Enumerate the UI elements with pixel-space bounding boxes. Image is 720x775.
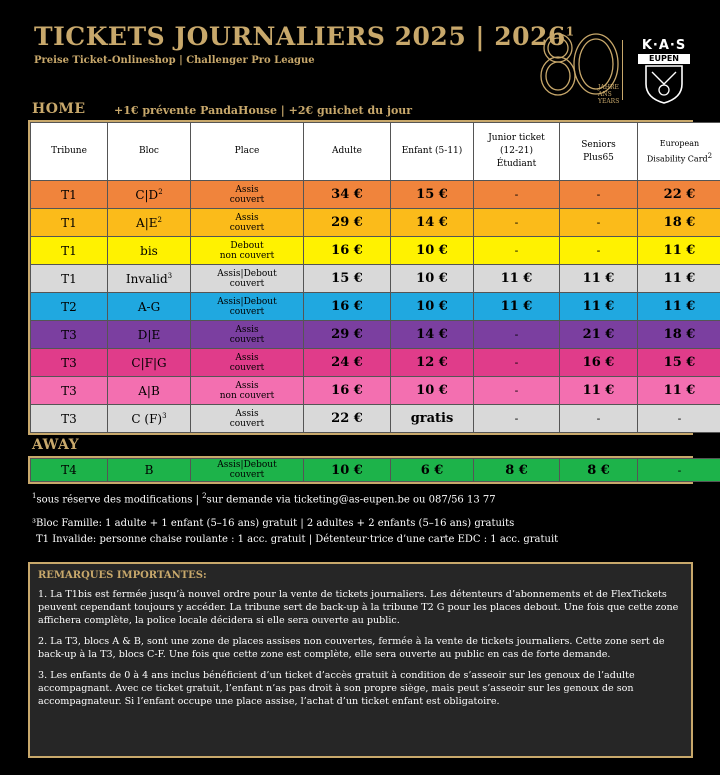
cell-enfant: 15 € bbox=[391, 181, 474, 209]
cell-place: Debout non couvert bbox=[191, 237, 304, 265]
cell-adulte: 10 € bbox=[304, 459, 391, 482]
cell-enfant: 14 € bbox=[391, 321, 474, 349]
cell-seniors: - bbox=[560, 209, 638, 237]
header-junior: Junior ticket (12-21) Étudiant bbox=[474, 123, 560, 181]
cell-bloc: bis bbox=[108, 237, 191, 265]
cell-edc: 11 € bbox=[638, 265, 720, 293]
cell-edc: 22 € bbox=[638, 181, 720, 209]
cell-tribune: T2 bbox=[31, 293, 108, 321]
cell-tribune: T3 bbox=[31, 349, 108, 377]
cell-edc: - bbox=[638, 459, 720, 482]
crest-icon bbox=[632, 64, 696, 104]
cell-place: Assis|Debout couvert bbox=[191, 293, 304, 321]
cell-bloc: B bbox=[108, 459, 191, 482]
header-enfant: Enfant (5-11) bbox=[391, 123, 474, 181]
cell-tribune: T3 bbox=[31, 405, 108, 433]
table-row bbox=[31, 377, 720, 405]
cell-edc: 11 € bbox=[638, 293, 720, 321]
away-price-table-frame bbox=[28, 456, 693, 484]
cell-adulte: 24 € bbox=[304, 349, 391, 377]
cell-seniors: 16 € bbox=[560, 349, 638, 377]
cell-junior: - bbox=[474, 405, 560, 433]
cell-edc: 18 € bbox=[638, 321, 720, 349]
cell-place: Assis couvert bbox=[191, 209, 304, 237]
cell-tribune: T1 bbox=[31, 181, 108, 209]
page-title: TICKETS JOURNALIERS 2025 | 2026$^1$ bbox=[34, 22, 575, 51]
cell-junior: - bbox=[474, 349, 560, 377]
cell-junior: - bbox=[474, 377, 560, 405]
home-price-table-frame bbox=[28, 120, 713, 435]
header-seniors: Seniors Plus65 bbox=[560, 123, 638, 181]
cell-bloc: A|B bbox=[108, 377, 191, 405]
page-subtitle: Preise Ticket-Onlineshop | Challenger Pro League bbox=[34, 55, 315, 66]
table-row bbox=[31, 293, 720, 321]
logo-years-text: JAHRE ANS YEARS bbox=[598, 84, 620, 105]
footnote-invalid: T1 Invalide: personne chaise roulante : 1 acc. gratuit | Détenteur·trice d’une carte EDC : 1 acc. gratuit bbox=[36, 534, 559, 545]
cell-edc: 15 € bbox=[638, 349, 720, 377]
cell-adulte: 29 € bbox=[304, 209, 391, 237]
cell-bloc: C|F|G bbox=[108, 349, 191, 377]
cell-edc: 11 € bbox=[638, 237, 720, 265]
cell-edc: 18 € bbox=[638, 209, 720, 237]
cell-adulte: 16 € bbox=[304, 237, 391, 265]
cell-enfant: 6 € bbox=[391, 459, 474, 482]
table-row bbox=[31, 209, 720, 237]
home-price-note: +1€ prévente PandaHouse | +2€ guichet du jour bbox=[114, 104, 413, 117]
cell-junior: 11 € bbox=[474, 265, 560, 293]
cell-seniors: 8 € bbox=[560, 459, 638, 482]
cell-seniors: 11 € bbox=[560, 377, 638, 405]
cell-enfant: 10 € bbox=[391, 265, 474, 293]
cell-place: Assis non couvert bbox=[191, 377, 304, 405]
cell-place: Assis couvert bbox=[191, 405, 304, 433]
table-row bbox=[31, 265, 720, 293]
logo-divider bbox=[622, 40, 623, 100]
cell-junior: - bbox=[474, 321, 560, 349]
remarks-title: REMARQUES IMPORTANTES: bbox=[38, 570, 207, 581]
cell-tribune: T3 bbox=[31, 321, 108, 349]
cell-seniors: 11 € bbox=[560, 265, 638, 293]
cell-junior: - bbox=[474, 181, 560, 209]
cell-edc: 11 € bbox=[638, 377, 720, 405]
cell-adulte: 16 € bbox=[304, 293, 391, 321]
cell-edc: - bbox=[638, 405, 720, 433]
cell-bloc: $C|D^2$ bbox=[108, 181, 191, 209]
table-row bbox=[31, 181, 720, 209]
table-row bbox=[31, 459, 720, 482]
table-row bbox=[31, 321, 720, 349]
cell-bloc: A-G bbox=[108, 293, 191, 321]
cell-adulte: 29 € bbox=[304, 321, 391, 349]
header-bloc: Bloc bbox=[108, 123, 191, 181]
table-row bbox=[31, 405, 720, 433]
cell-enfant: 14 € bbox=[391, 209, 474, 237]
header-place: Place bbox=[191, 123, 304, 181]
kas-eupen-logo: K·A·S EUPEN bbox=[632, 38, 696, 104]
cell-junior: - bbox=[474, 237, 560, 265]
cell-place: Assis couvert bbox=[191, 349, 304, 377]
remarks-box bbox=[28, 562, 693, 758]
cell-tribune: T1 bbox=[31, 237, 108, 265]
remark-2: 2. La T3, blocs A & B, sont une zone de places assises non couvertes, fermée à la vente de tickets journaliers. Cette zone sert de back-up à la T3, blocs C-F. Une fois que cette zone est complète, elle sera ouverte au public en cas de forte demande. bbox=[38, 636, 665, 660]
header-edc: European Disability Card$^2$ bbox=[638, 123, 720, 181]
cell-enfant: 10 € bbox=[391, 377, 474, 405]
remark-1: 1. La T1bis est fermée jusqu’à nouvel ordre pour la vente de tickets journaliers. Les détenteurs d’abonnements et de FlexTickets peuvent cependant toujours y accéder. La tribune sert de back-up à la tribune T2 G pour les places debout. Une fois que cette zone affichera complète, la police locale décidera si elle sera ouverte au public. bbox=[38, 589, 679, 626]
cell-junior: 8 € bbox=[474, 459, 560, 482]
cell-seniors: 11 € bbox=[560, 293, 638, 321]
cell-seniors: - bbox=[560, 405, 638, 433]
cell-bloc: D|E bbox=[108, 321, 191, 349]
cell-enfant: gratis bbox=[391, 405, 474, 433]
home-section-title: HOME bbox=[32, 101, 86, 117]
cell-place: Assis|Debout couvert bbox=[191, 459, 304, 482]
table-row bbox=[31, 349, 720, 377]
footnote-family-block: ³Bloc Famille: 1 adulte + 1 enfant (5–16 ans) gratuit | 2 adultes + 2 enfants (5–16 ans) gratuits bbox=[32, 518, 515, 529]
cell-place: Assis couvert bbox=[191, 321, 304, 349]
remark-3: 3. Les enfants de 0 à 4 ans inclus bénéficient d’un ticket d’accès gratuit à condition de s’asseoir sur les genoux de l’adulte accompagnant. Avec ce ticket gratuit, l’enfant n’as pas droit à son propre siège, mais peut s’asseoir sur les genoux de son accompagnateur. Si l’enfant occupe une place assise, l’achat d’un ticket enfant est obligatoire. bbox=[38, 670, 635, 707]
cell-enfant: 10 € bbox=[391, 237, 474, 265]
header-tribune: Tribune bbox=[31, 123, 108, 181]
cell-enfant: 12 € bbox=[391, 349, 474, 377]
cell-junior: - bbox=[474, 209, 560, 237]
cell-junior: 11 € bbox=[474, 293, 560, 321]
header-adulte: Adulte bbox=[304, 123, 391, 181]
cell-seniors: - bbox=[560, 181, 638, 209]
away-price-table bbox=[30, 458, 720, 482]
table-row bbox=[31, 237, 720, 265]
cell-tribune: T3 bbox=[31, 377, 108, 405]
cell-seniors: 21 € bbox=[560, 321, 638, 349]
cell-tribune: T1 bbox=[31, 265, 108, 293]
cell-adulte: 34 € bbox=[304, 181, 391, 209]
cell-tribune: T1 bbox=[31, 209, 108, 237]
cell-place: Assis|Debout couvert bbox=[191, 265, 304, 293]
cell-adulte: 16 € bbox=[304, 377, 391, 405]
table-header-row bbox=[31, 123, 720, 181]
home-price-table bbox=[30, 122, 720, 433]
cell-place: Assis couvert bbox=[191, 181, 304, 209]
away-section-title: AWAY bbox=[32, 437, 80, 453]
cell-adulte: 22 € bbox=[304, 405, 391, 433]
cell-bloc: Invalid$^3$ bbox=[108, 265, 191, 293]
cell-bloc: C $(F)^3$ bbox=[108, 405, 191, 433]
cell-seniors: - bbox=[560, 237, 638, 265]
cell-bloc: $A|E^2$ bbox=[108, 209, 191, 237]
cell-adulte: 15 € bbox=[304, 265, 391, 293]
cell-enfant: 10 € bbox=[391, 293, 474, 321]
footnote-1: $^1$sous réserve des modifications | $^2$sur demande via ticketing@as-eupen.be ou 087/56 13 77 bbox=[32, 492, 496, 506]
cell-tribune: T4 bbox=[31, 459, 108, 482]
